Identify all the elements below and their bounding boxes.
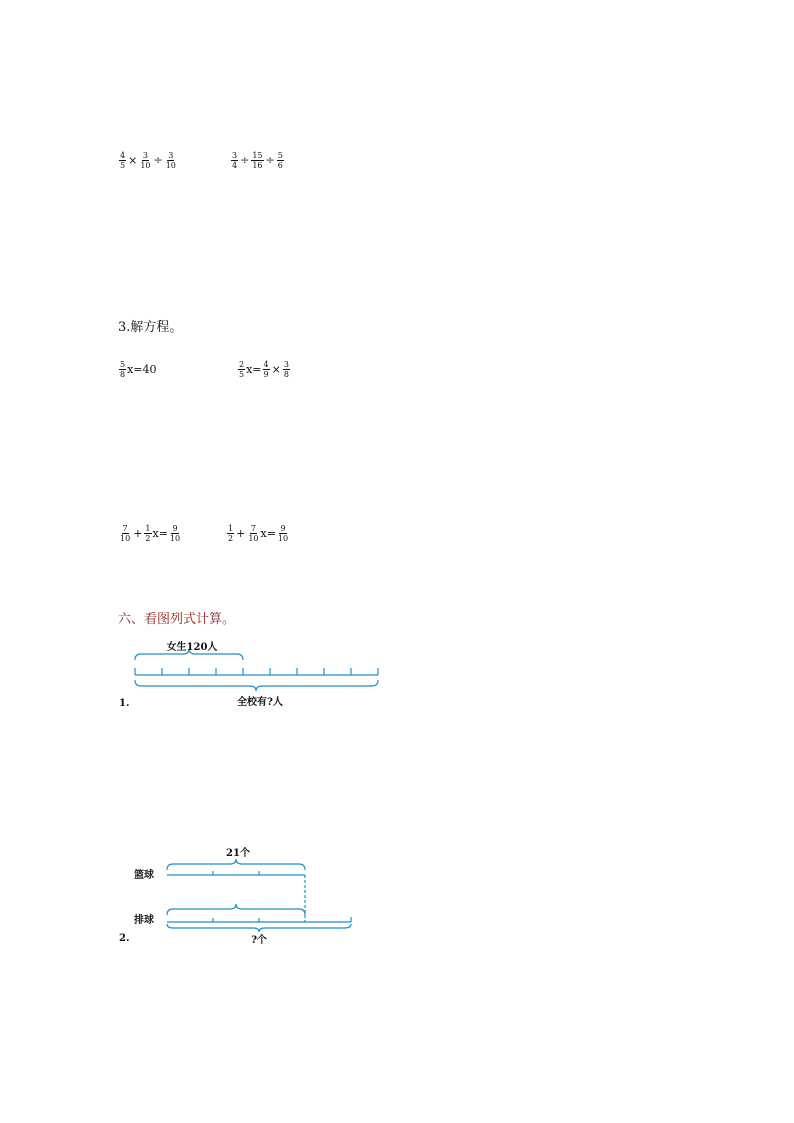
times-operator: × xyxy=(128,153,138,167)
fraction: $\frac{5}{6}$ xyxy=(277,150,283,170)
line-diagram-2 xyxy=(130,842,370,950)
equation-4 xyxy=(226,522,290,544)
divide-operator: ÷ xyxy=(265,153,275,167)
divide-operator: ÷ xyxy=(153,153,163,167)
fraction: $\frac{7}{10}$ xyxy=(120,523,131,543)
fraction: $\frac{9}{10}$ xyxy=(277,523,289,543)
total-count-label: ?个 xyxy=(251,935,267,946)
equation-2 xyxy=(237,357,291,381)
problem-2-number: 2. xyxy=(119,933,130,944)
girls-label: 女生120人 xyxy=(166,642,218,653)
equations-heading: 3.解方程。 xyxy=(118,320,183,335)
equation-rest: x=40 xyxy=(127,362,157,376)
plus-operator: + xyxy=(236,526,246,540)
whole-school-label: 全校有?人 xyxy=(237,697,283,708)
fraction: $\frac{3}{10}$ xyxy=(140,150,151,170)
divide-operator: ÷ xyxy=(240,153,250,167)
equation-3 xyxy=(118,522,182,544)
fraction: $\frac{1}{2}$ xyxy=(145,523,151,543)
basketball-label: 篮球 xyxy=(134,870,154,881)
fraction: $\frac{15}{16}$ xyxy=(252,150,263,170)
fraction: $\frac{7}{10}$ xyxy=(248,523,259,543)
section-six-title: 六、看图列式计算。 xyxy=(118,612,236,627)
fraction: $\frac{2}{5}$ xyxy=(239,359,245,379)
fraction: $\frac{4}{9}$ xyxy=(263,359,269,379)
fraction: $\frac{3}{10}$ xyxy=(165,150,176,170)
variable-equals: x= xyxy=(246,362,262,376)
line-diagram-1 xyxy=(110,638,400,718)
variable-equals: x= xyxy=(152,526,168,540)
calc-expression-2 xyxy=(230,149,285,171)
variable-equals: x= xyxy=(260,526,276,540)
times-operator: × xyxy=(271,362,281,376)
fraction: $\frac{4}{5}$ xyxy=(120,150,126,170)
fraction: $\frac{3}{8}$ xyxy=(283,359,289,379)
plus-operator: + xyxy=(133,526,143,540)
fraction: $\frac{5}{8}$ xyxy=(120,359,126,379)
fraction: $\frac{9}{10}$ xyxy=(169,523,181,543)
fraction: $\frac{1}{2}$ xyxy=(228,523,234,543)
volleyball-label: 排球 xyxy=(134,915,154,926)
equation-1 xyxy=(118,357,157,381)
fraction: $\frac{3}{4}$ xyxy=(232,150,238,170)
calc-expression-1 xyxy=(118,149,178,171)
problem-1-number: 1. xyxy=(119,698,130,709)
basketball-count-label: 21个 xyxy=(226,848,250,859)
